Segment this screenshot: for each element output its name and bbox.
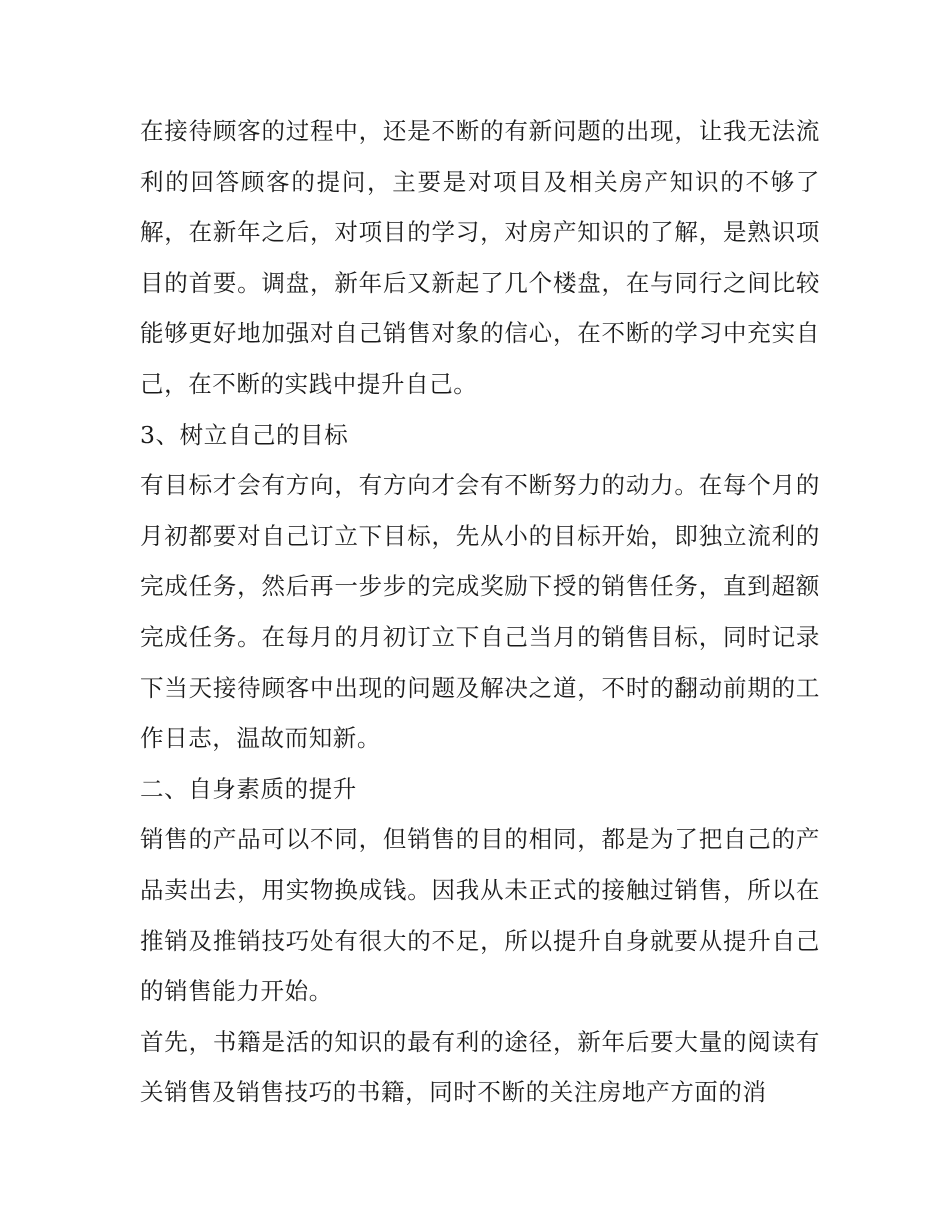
paragraph-sales-ability: 销售的产品可以不同，但销售的目的相同，都是为了把自己的产品卖出去，用实物换成钱。因我从未正式的接触过销售，所以在推销及推销技巧处有很大的不足，所以提升自身就要从提升自己的销售能力开始。 (140, 825, 820, 1006)
heading-self-improvement: 二、自身素质的提升 (140, 774, 357, 803)
paragraph-project-knowledge: 在接待顾客的过程中，还是不断的有新问题的出现，让我无法流利的回答顾客的提问，主要是对项目及相关房产知识的不够了解，在新年之后，对项目的学习，对房产知识的了解，是熟识项目的首要。调盘，新年后又新起了几个楼盘，在与同行之间比较能够更好地加强对自己销售对象的信心，在不断的学习中充实自己，在不断的实践中提升自己。 (140, 117, 820, 398)
paragraph-reading-books: 首先，书籍是活的知识的最有利的途径，新年后要大量的阅读有关销售及销售技巧的书籍，同时不断的关注房地产方面的消 (140, 1027, 820, 1107)
paragraph-goals: 有目标才会有方向，有方向才会有不断努力的动力。在每个月的月初都要对自己订立下目标，先从小的目标开始，即独立流利的完成任务，然后再一步步的完成奖励下授的销售任务，直到超额完成任务。在每月的月初订立下自己当月的销售目标，同时记录下当天接待顾客中出现的问题及解决之道，不时的翻动前期的工作日志，温故而知新。 (140, 471, 820, 753)
heading-set-goals: 3、树立自己的目标 (140, 420, 349, 449)
document-body (140, 106, 820, 1118)
